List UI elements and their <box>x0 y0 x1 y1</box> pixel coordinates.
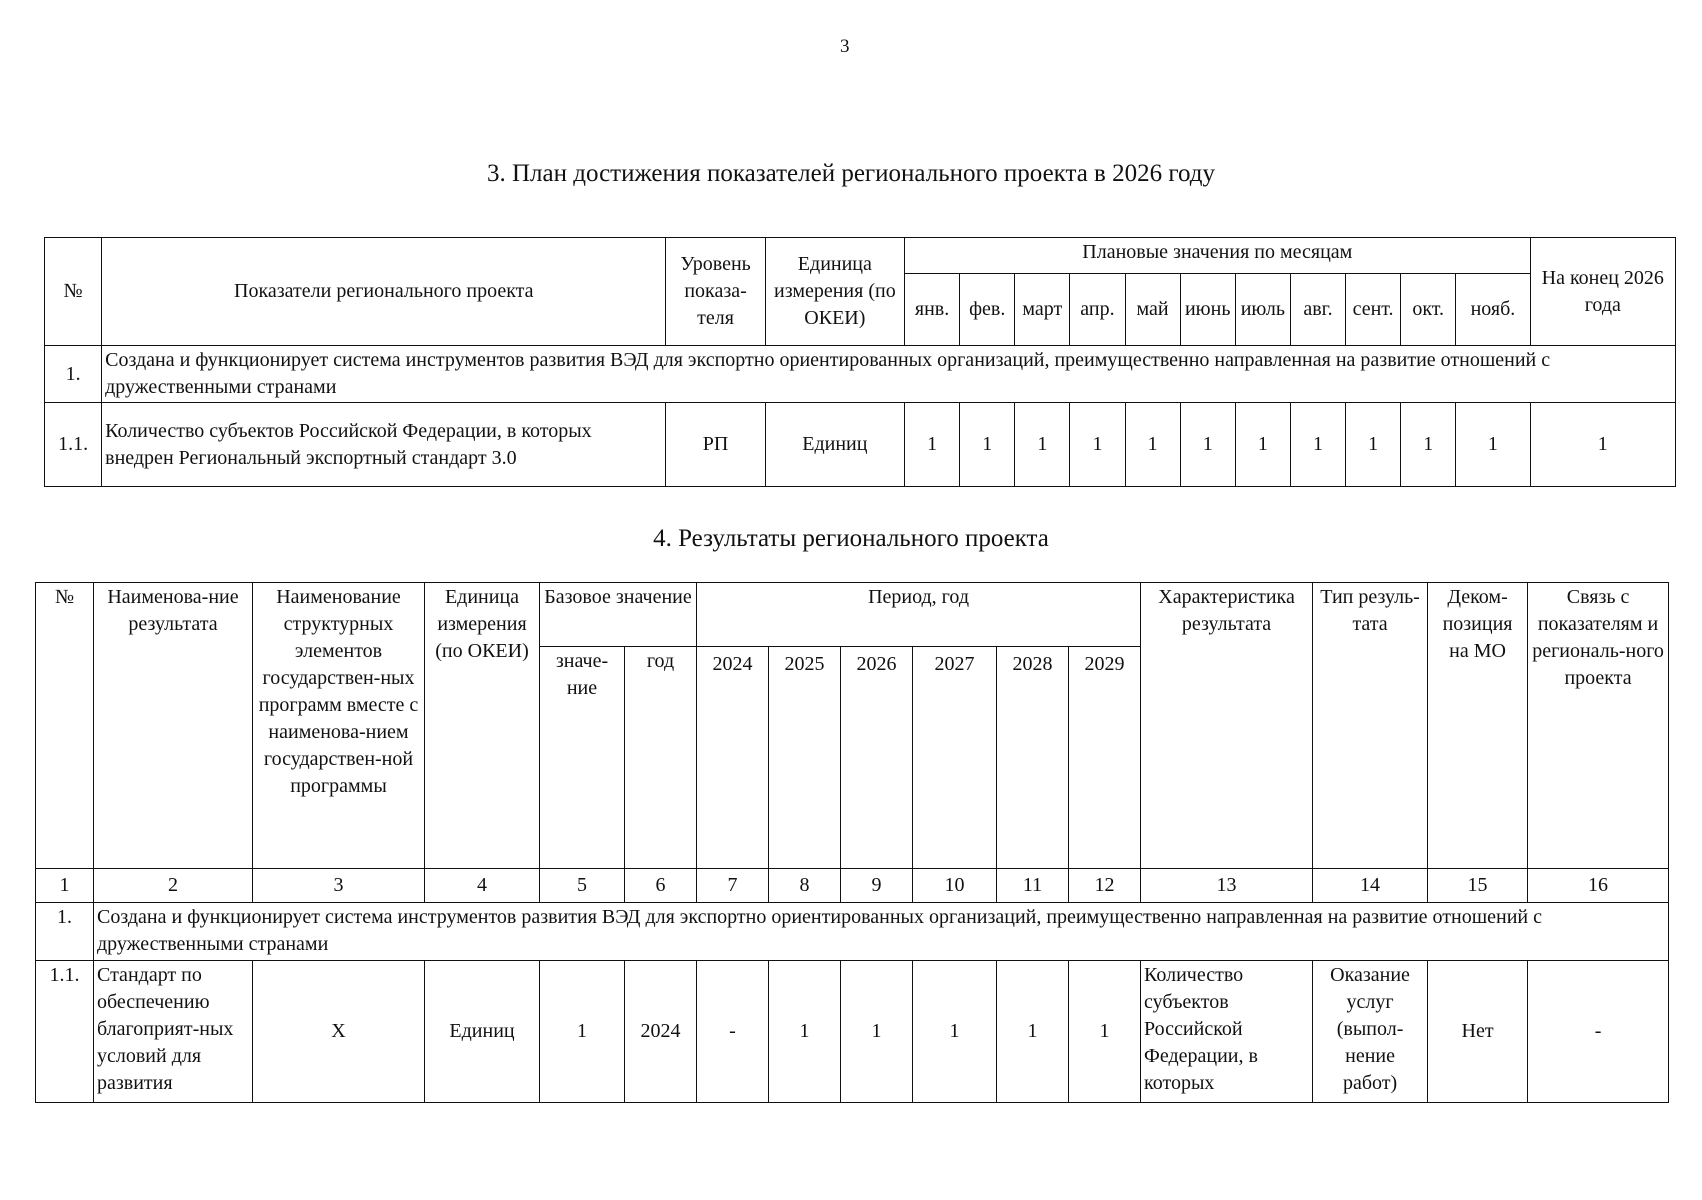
column-number: 9 <box>841 869 913 903</box>
base-value: 1 <box>540 961 625 1103</box>
month-header: июнь <box>1180 274 1235 346</box>
column-number: 3 <box>253 869 425 903</box>
month-value: 1 <box>1125 403 1180 487</box>
page-number: 3 <box>840 36 850 57</box>
month-value: 1 <box>1346 403 1401 487</box>
row-num: 1.1. <box>45 403 102 487</box>
month-header: окт. <box>1401 274 1456 346</box>
header-result-name: Наименова-ние результата <box>94 583 253 869</box>
column-number: 14 <box>1313 869 1428 903</box>
month-header: нояб. <box>1456 274 1530 346</box>
group-row-num: 1. <box>45 346 102 403</box>
month-header: июль <box>1235 274 1290 346</box>
month-value: 1 <box>1401 403 1456 487</box>
result-unit: Единиц <box>425 961 540 1103</box>
month-value: 1 <box>1015 403 1070 487</box>
indicator-link: - <box>1528 961 1669 1103</box>
year-value: - <box>697 961 769 1103</box>
year-header: 2026 <box>841 647 913 869</box>
header-decomposition: Деком-позиция на МО <box>1428 583 1528 869</box>
column-number: 13 <box>1141 869 1313 903</box>
column-number: 4 <box>425 869 540 903</box>
month-header: май <box>1125 274 1180 346</box>
year-value: 1 <box>841 961 913 1103</box>
header-base-value-value: значе-ние <box>540 647 625 869</box>
month-header: авг. <box>1290 274 1345 346</box>
column-number: 16 <box>1528 869 1669 903</box>
indicator-name: Количество субъектов Российской Федерации, в которых внедрен Региональный экспортный стандарт 3.0 <box>102 403 666 487</box>
column-number: 8 <box>769 869 841 903</box>
year-value: 1 <box>769 961 841 1103</box>
result-type: Оказание услуг (выпол-нение работ) <box>1313 961 1428 1103</box>
section-4-title: 4. Результаты регионального проекта <box>653 525 1049 552</box>
year-value: 1 <box>913 961 997 1103</box>
month-header: март <box>1015 274 1070 346</box>
column-number: 5 <box>540 869 625 903</box>
header-num: № <box>45 238 102 346</box>
year-header: 2024 <box>697 647 769 869</box>
column-number: 6 <box>625 869 697 903</box>
indicators-plan-table <box>44 237 1676 487</box>
month-value: 1 <box>1180 403 1235 487</box>
column-number: 15 <box>1428 869 1528 903</box>
month-header: фев. <box>960 274 1015 346</box>
header-base-value-year: год <box>625 647 697 869</box>
year-header: 2027 <box>913 647 997 869</box>
group-row-text: Создана и функционирует система инструментов развития ВЭД для экспортно ориентированных организаций, преимущественно направленная на развитие отношений с дружественными странами <box>94 903 1669 961</box>
month-value: 1 <box>1456 403 1530 487</box>
project-results-table <box>35 582 1669 1103</box>
decomposition: Нет <box>1428 961 1528 1103</box>
year-header: 2028 <box>997 647 1069 869</box>
month-header: янв. <box>905 274 960 346</box>
header-base-value: Базовое значение <box>540 583 697 647</box>
month-value: 1 <box>1290 403 1345 487</box>
year-header: 2029 <box>1069 647 1141 869</box>
header-result-type: Тип резуль-тата <box>1313 583 1428 869</box>
row-num: 1.1. <box>36 961 94 1103</box>
month-value: 1 <box>905 403 960 487</box>
indicator-unit: Единиц <box>765 403 904 487</box>
group-row-num: 1. <box>36 903 94 961</box>
structural-elements: Х <box>253 961 425 1103</box>
column-number: 12 <box>1069 869 1141 903</box>
indicator-level: РП <box>666 403 765 487</box>
header-end-of-year: На конец 2026 года <box>1530 238 1675 346</box>
month-value: 1 <box>1235 403 1290 487</box>
base-year: 2024 <box>625 961 697 1103</box>
header-structural-elements: Наименование структурных элементов государствен-ных программ вместе с наименова-нием государствен-ной программы <box>253 583 425 869</box>
end-of-year-value: 1 <box>1530 403 1675 487</box>
header-characteristic: Характеристика результата <box>1141 583 1313 869</box>
header-indicator: Показатели регионального проекта <box>102 238 666 346</box>
column-number: 10 <box>913 869 997 903</box>
column-number: 1 <box>36 869 94 903</box>
header-unit: Единица измерения (по ОКЕИ) <box>425 583 540 869</box>
column-number: 11 <box>997 869 1069 903</box>
month-value: 1 <box>960 403 1015 487</box>
result-characteristic: Количество субъектов Российской Федерации, в которых <box>1141 961 1313 1103</box>
header-level: Уровень показа-теля <box>666 238 765 346</box>
year-header: 2025 <box>769 647 841 869</box>
column-number: 7 <box>697 869 769 903</box>
header-unit: Единица измерения (по ОКЕИ) <box>765 238 904 346</box>
section-3-title: 3. План достижения показателей регионального проекта в 2026 году <box>486 160 1215 187</box>
header-num: № <box>36 583 94 869</box>
column-number: 2 <box>94 869 253 903</box>
year-value: 1 <box>997 961 1069 1103</box>
month-header: сент. <box>1346 274 1401 346</box>
header-link: Связь с показателям и региональ-ного проекта <box>1528 583 1669 869</box>
header-monthly: Плановые значения по месяцам <box>905 238 1531 274</box>
month-value: 1 <box>1070 403 1125 487</box>
group-row-text: Создана и функционирует система инструментов развития ВЭД для экспортно ориентированных организаций, преимущественно направленная на развитие отношений с дружественными странами <box>102 346 1676 403</box>
month-header: апр. <box>1070 274 1125 346</box>
header-period: Период, год <box>697 583 1141 647</box>
result-name: Стандарт по обеспечению благоприят-ных условий для развития <box>94 961 253 1103</box>
year-value: 1 <box>1069 961 1141 1103</box>
